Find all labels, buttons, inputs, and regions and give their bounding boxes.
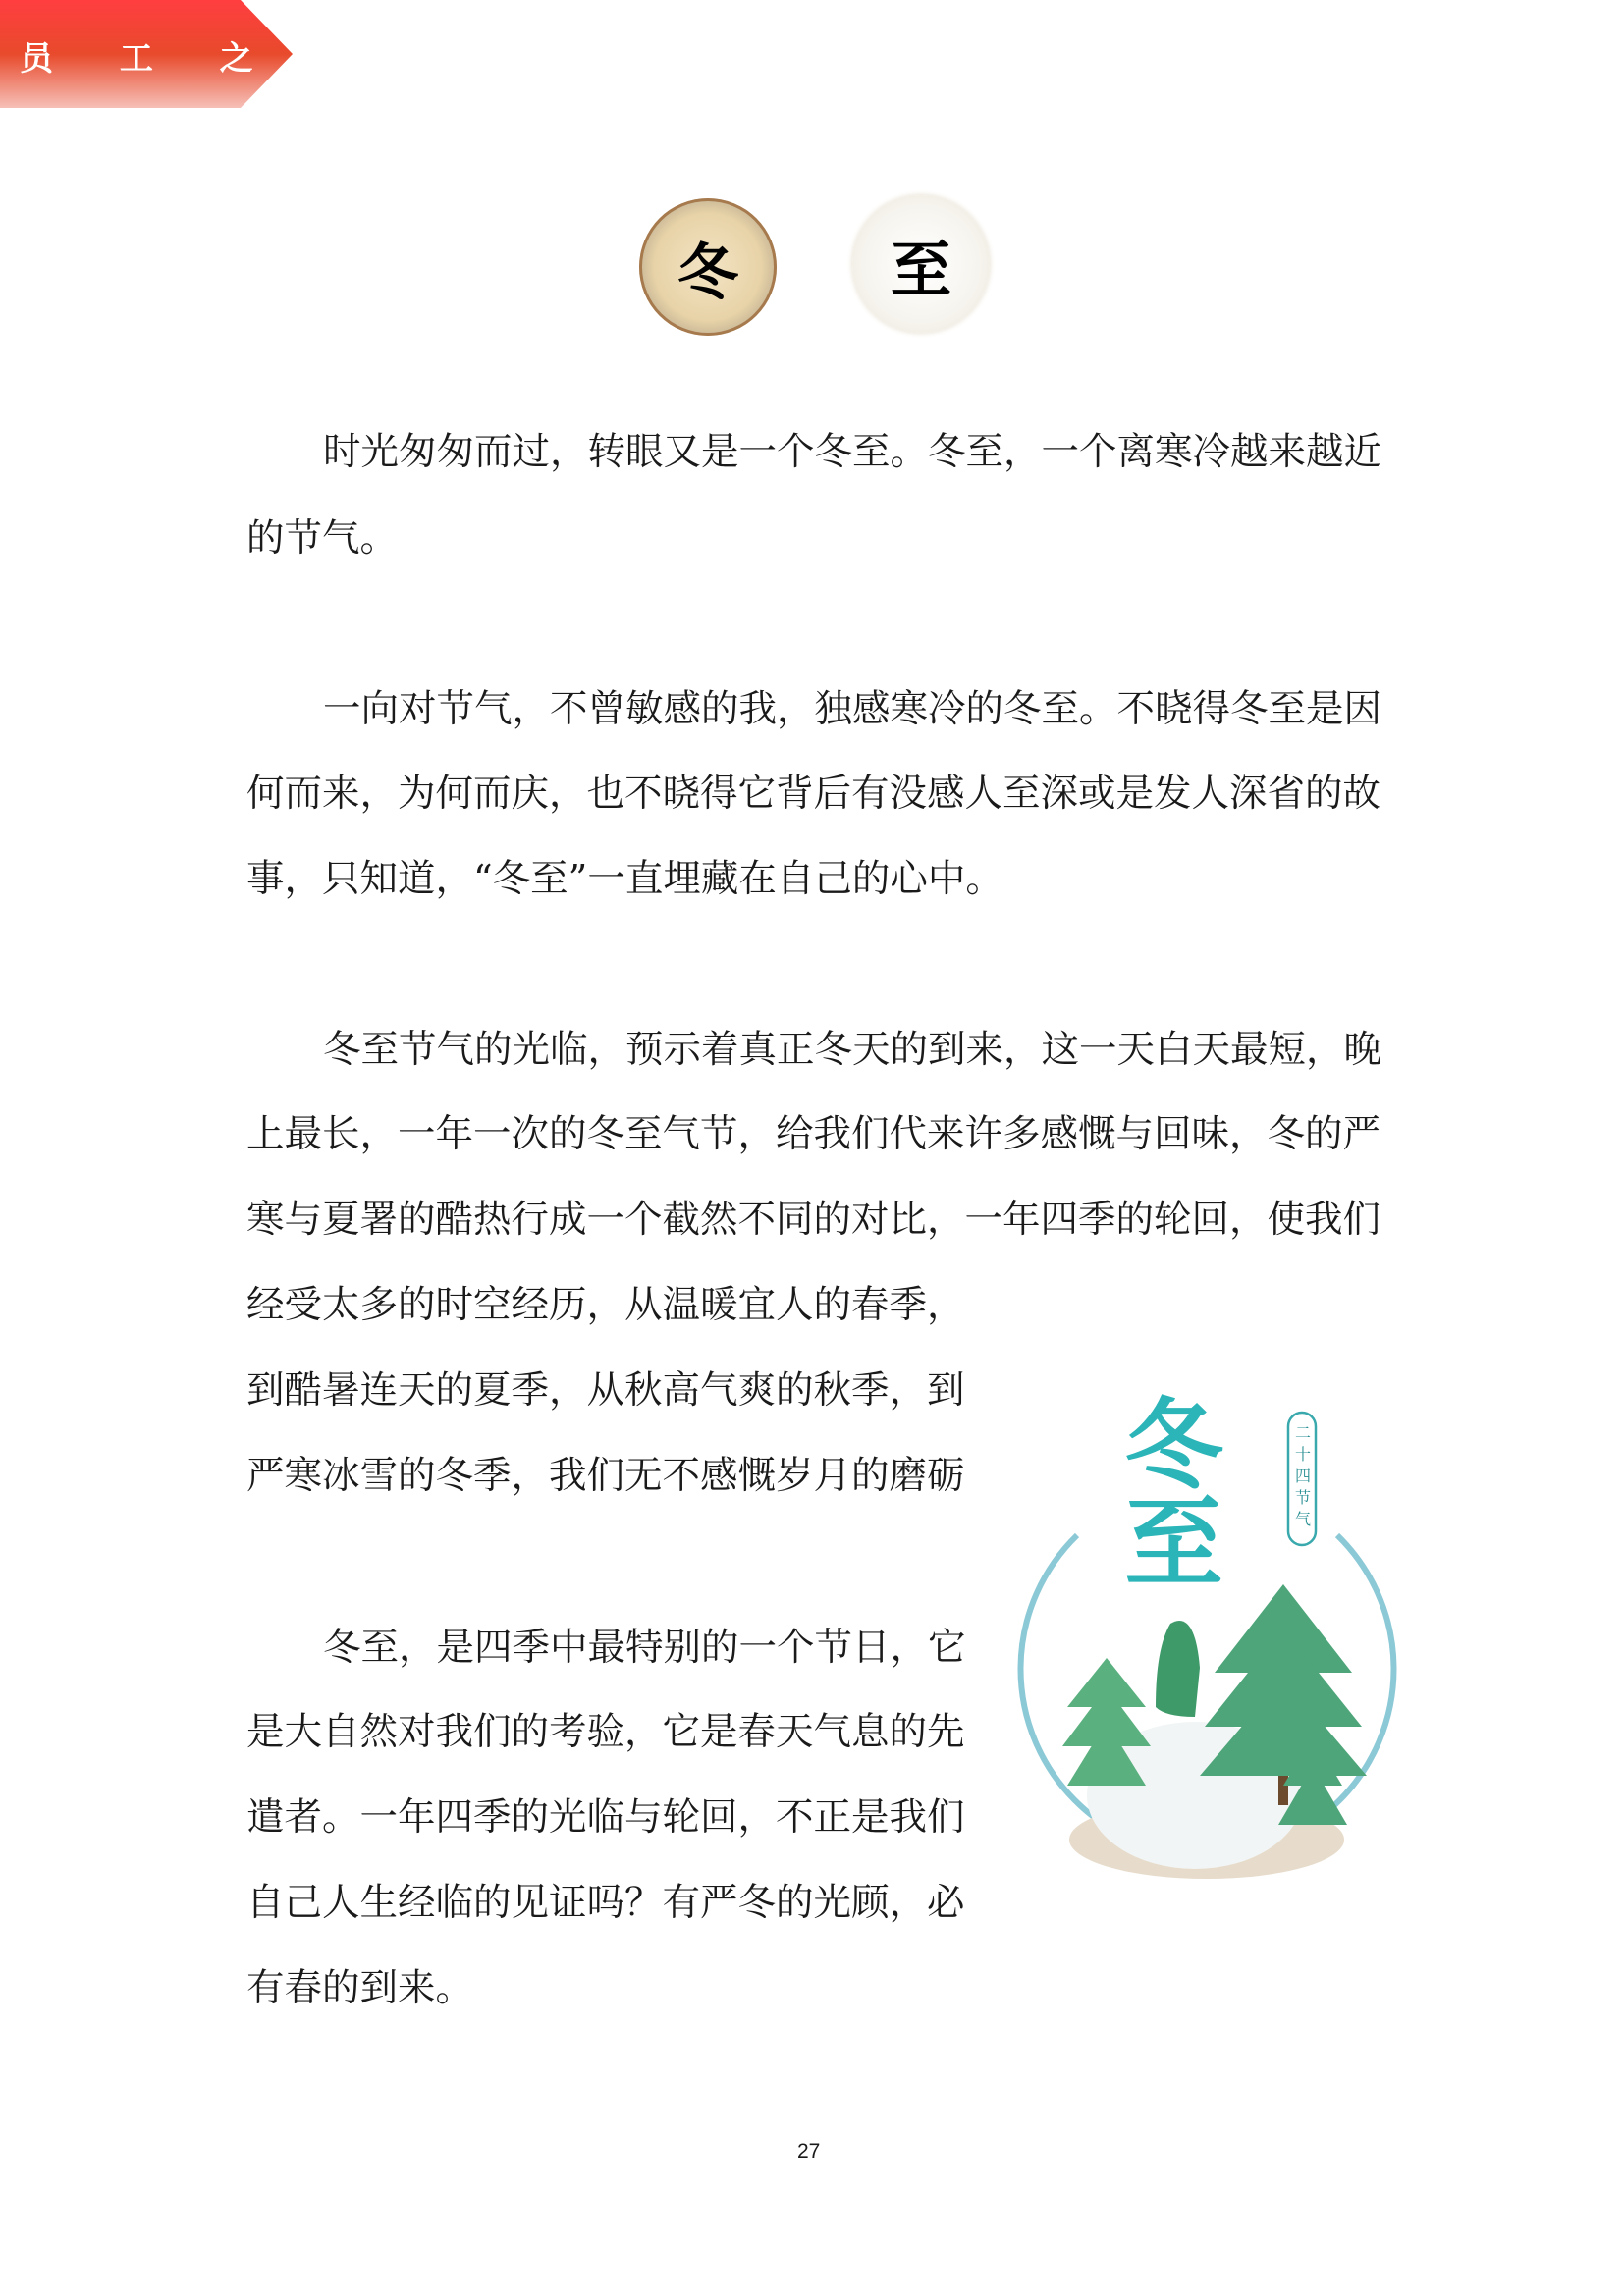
- text-line: 寒与夏署的酷热行成一个截然不同的对比，一年四季的轮回，使我们: [246, 1198, 1381, 1242]
- winter-solstice-illustration: [999, 1344, 1411, 1939]
- title-char-dong: 冬: [677, 236, 738, 308]
- text-line: 一向对节气，不曾敏感的我，独感寒冷的冬至。不晓得冬至是因: [323, 687, 1382, 731]
- title-char-zhi: 至: [890, 233, 951, 305]
- text-line: 严寒冰雪的冬季，我们无不感慨岁月的磨砺: [246, 1454, 965, 1498]
- text-line: 有春的到来。: [246, 1966, 474, 2010]
- text-line: 的节气。: [246, 516, 399, 561]
- text-line: 冬至节气的光临，预示着真正冬天的到来，这一天白天最短，晚: [323, 1028, 1382, 1072]
- text-line: 冬至，是四季中最特别的一个节日，它: [323, 1626, 966, 1670]
- text-line: 遣者。一年四季的光临与轮回，不正是我们: [246, 1795, 965, 1840]
- section-banner: [0, 0, 381, 108]
- text-line: 事，只知道，“冬至”一直埋藏在自己的心中。: [246, 857, 1003, 901]
- text-line: 自己人生经临的见证吗？有严冬的光顾，必: [246, 1881, 965, 1925]
- title-badge-tangyuan: [852, 195, 990, 333]
- text-line: 到酷暑连天的夏季，从秋高气爽的秋季，到: [246, 1368, 965, 1413]
- text-line: 是大自然对我们的考验，它是春天气息的先: [246, 1710, 965, 1754]
- text-line: 时光匆匆而过，转眼又是一个冬至。冬至，一个离寒冷越来越近: [323, 430, 1382, 474]
- illustration-subtitle: 二十四节气: [1292, 1424, 1312, 1532]
- tree-icon: [1156, 1621, 1200, 1717]
- text-line: 何而来，为何而庆，也不晓得它背后有没感人至深或是发人深省的故: [246, 772, 1381, 816]
- text-line: 上最长，一年一次的冬至气节，给我们代来许多感慨与回味，冬的严: [246, 1112, 1381, 1156]
- illustration-title: 冬至: [1108, 1393, 1223, 1589]
- tree-icon: [1200, 1584, 1367, 1805]
- section-label: 员 工 之 声: [20, 39, 381, 79]
- page-number: 27: [797, 2140, 821, 2163]
- text-line: 经受太多的时空经历，从温暖宜人的春季，: [246, 1283, 965, 1327]
- title-badge-dumplings: [639, 198, 777, 336]
